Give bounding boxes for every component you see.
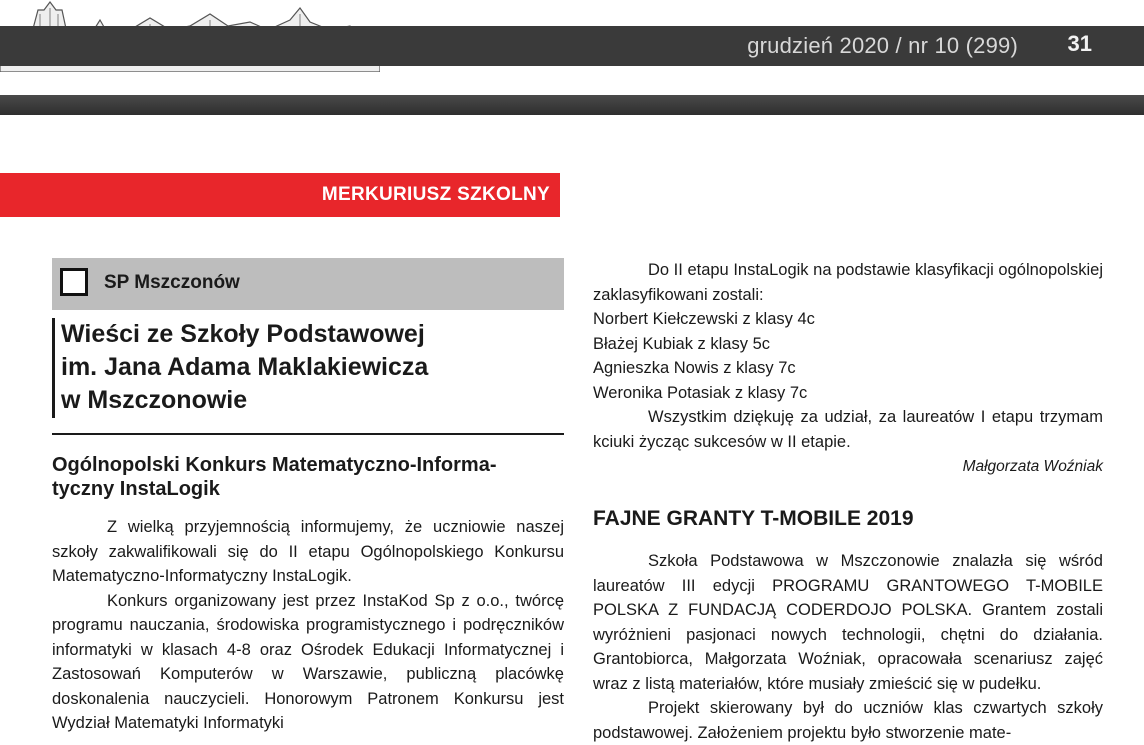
title-line: w Mszczonowie bbox=[61, 386, 248, 414]
page-number: 31 bbox=[1067, 31, 1092, 56]
contest-heading bbox=[52, 453, 564, 501]
header-rule bbox=[0, 95, 1144, 115]
student-name: Weronika Potasiak z klasy 7c bbox=[593, 383, 808, 402]
student-name: Norbert Kiełczewski z klasy 4c bbox=[593, 310, 815, 328]
location-bar bbox=[52, 258, 564, 310]
issue-info: grudzień 2020 / nr 10 (299) bbox=[747, 33, 1018, 58]
title-line: Wieści ze Szkoły Podstawowej bbox=[61, 320, 425, 348]
section-banner bbox=[0, 173, 560, 217]
paragraph: Szkoła Podstawowa w Mszczonowie znalazła się wśród laureatów III edycji PROGRAMU GRANTOWEGO T-MOBILE POLSKA Z FUNDACJĄ CODERDOJO POLSKA. Grantem zostali wyróżnieni pasjonaci nowych technologii, chętni do działania. Grantobiorca, Małgorzata Woźniak, opracowała scenariusz zajęć wraz z listą materiałów, które musiały zmieścić się w pudełku. bbox=[593, 552, 1103, 693]
left-column bbox=[52, 258, 564, 736]
grant-heading: FAJNE GRANTY T-MOBILE 2019 bbox=[593, 507, 914, 530]
paragraph: Z wielką przyjemnością informujemy, że uczniowie naszej szkoły zakwalifikowali się do II etapu Ogólnopolskiego Konkursu Matematyczno-Informatyczny InstaLogik. bbox=[52, 518, 564, 585]
student-name: Agnieszka Nowis z klasy 7c bbox=[593, 359, 796, 377]
qualifiers-intro: Do II etapu InstaLogik na podstawie klasyfikacji ogólnopolskiej zaklasyfikowani zostali: bbox=[593, 261, 1103, 304]
paragraph: Projekt skierowany był do uczniów klas czwartych szkoły podstawowej. Założeniem projektu było stworzenie mate- bbox=[593, 699, 1103, 742]
student-name: Błażej Kubiak z klasy 5c bbox=[593, 334, 770, 353]
location-label: SP Mszczonów bbox=[104, 272, 240, 293]
author-signature: Małgorzata Woźniak bbox=[962, 458, 1103, 475]
contest-heading-line: Ogólnopolski Konkurs Matematyczno-Informa- bbox=[52, 454, 497, 476]
article-title bbox=[52, 318, 564, 418]
title-divider bbox=[52, 433, 564, 435]
contest-heading-line: tyczny InstaLogik bbox=[52, 478, 220, 500]
right-column bbox=[593, 258, 1103, 745]
title-line: im. Jana Adama Maklakiewicza bbox=[61, 353, 429, 381]
section-label: MERKURIUSZ SZKOLNY bbox=[321, 184, 550, 205]
thanks-paragraph: Wszystkim dziękuję za udział, za laureatów I etapu trzymam kciuki życząc sukcesów w II etapie. bbox=[593, 408, 1103, 451]
paragraph: Konkurs organizowany jest przez InstaKod Sp z o.o., twórcę programu nauczania, środowiska programistycznego i podręczników informatyki w klasach 4-8 oraz Ośrodek Edukacji Informatycznej i Zastosowań Komputerów w Warszawie, publiczną placówkę doskonalenia nauczycieli. Honorowym Patronem Konkursu jest Wydział Matematyki Informatyki bbox=[52, 591, 564, 732]
checkbox-icon bbox=[60, 268, 88, 296]
